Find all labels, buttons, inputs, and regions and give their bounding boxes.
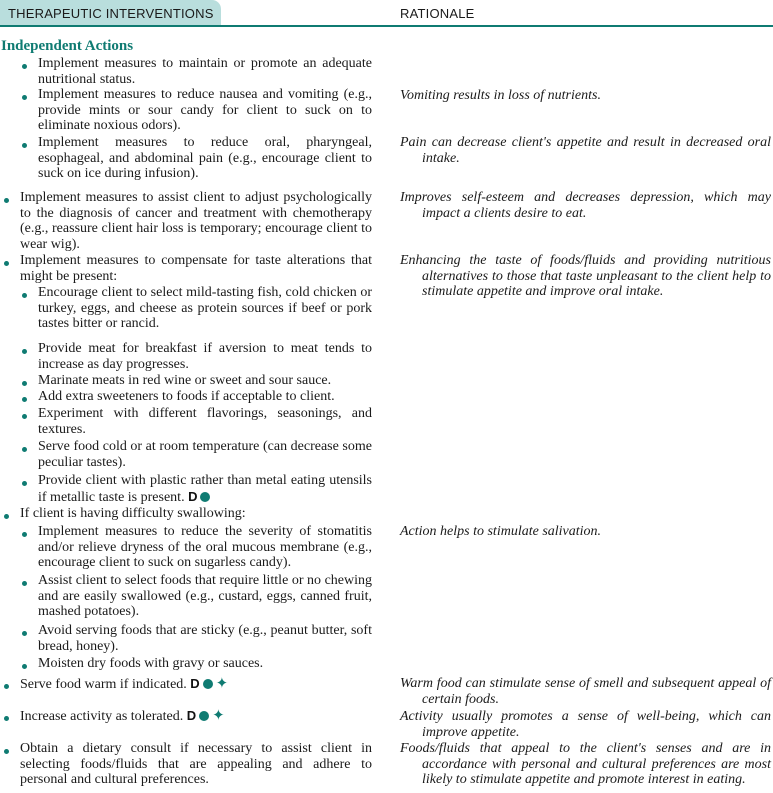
intervention-item: Assist client to select foods that require little or no chewing and are easily swallowed (e.g., custard, eggs, canned fruit, mashed potatoes). <box>38 573 372 620</box>
section-title: Independent Actions <box>1 38 134 54</box>
intervention-item: Implement measures to compensate for taste alterations that might be present: <box>20 253 372 284</box>
bullet-icon <box>4 684 9 689</box>
rationale-item: Action helps to stimulate salivation. <box>400 524 602 539</box>
bullet-icon <box>22 532 27 537</box>
rationale-item: Enhancing the taste of foods/fluids and providing nutritious alternatives to those that taste unpleasant to the client help to stimulate appetite and improve oral intake. <box>400 253 771 300</box>
bullet-icon <box>22 447 27 452</box>
intervention-text: Serve food warm if indicated. <box>20 677 187 692</box>
bullet-icon <box>22 631 27 636</box>
bullet-icon <box>4 749 9 754</box>
interventions-column-header: THERAPEUTIC INTERVENTIONS <box>0 0 221 25</box>
intervention-item: Implement measures to reduce nausea and vomiting (e.g., provide mints or sour candy for client to suck on to eliminate noxious odors). <box>38 87 372 134</box>
intervention-item <box>38 473 372 505</box>
bullet-icon <box>22 414 27 419</box>
bullet-icon <box>4 198 9 203</box>
intervention-item: Implement measures to maintain or promote an adequate nutritional status. <box>38 56 372 87</box>
teal-star-icon: ✦ <box>212 708 225 724</box>
intervention-item <box>20 676 372 693</box>
rationale-item: Warm food can stimulate sense of smell and subsequent appeal of certain foods. <box>400 676 771 707</box>
teal-dot-icon <box>199 711 209 721</box>
bullet-icon <box>22 397 27 402</box>
rationale-column-header: RATIONALE <box>400 6 475 21</box>
teal-dot-icon <box>200 492 210 502</box>
bullet-icon <box>4 261 9 266</box>
rationale-item: Activity usually promotes a sense of well-being, which can improve appetite. <box>400 709 771 740</box>
intervention-item: Obtain a dietary consult if necessary to assist client in selecting foods/fluids that are appealing and adhere to personal and cultural preferences. <box>20 741 372 788</box>
bullet-icon <box>22 64 27 69</box>
intervention-item: Provide meat for breakfast if aversion to meat tends to increase as day progresses. <box>38 341 372 372</box>
intervention-item: Implement measures to reduce oral, pharyngeal, esophageal, and abdominal pain (e.g., encourage client to suck on ice during infusion). <box>38 135 372 182</box>
rationale-item: Vomiting results in loss of nutrients. <box>400 88 601 103</box>
delegation-mark: D <box>188 488 198 504</box>
bullet-icon <box>4 716 9 721</box>
delegation-mark: D <box>190 676 200 691</box>
teal-dot-icon <box>203 679 213 689</box>
delegation-mark: D <box>186 708 197 723</box>
intervention-text: Increase activity as tolerated. <box>20 709 184 724</box>
intervention-item: Moisten dry foods with gravy or sauces. <box>38 656 264 671</box>
intervention-item: Encourage client to select mild-tasting fish, cold chicken or turkey, eggs, and cheese as protein sources if beef or pork tastes bitter or rancid. <box>38 285 372 332</box>
rationale-item: Pain can decrease client's appetite and result in decreased oral intake. <box>400 135 771 166</box>
bullet-icon <box>22 581 27 586</box>
bullet-icon <box>22 349 27 354</box>
intervention-item: Avoid serving foods that are sticky (e.g., peanut butter, soft bread, honey). <box>38 623 372 654</box>
bullet-icon <box>22 95 27 100</box>
table-header <box>0 0 773 27</box>
bullet-icon <box>22 143 27 148</box>
intervention-item: Implement measures to reduce the severity of stomatitis and/or relieve dryness of the oral mucous membrane (e.g., encourage client to suck on sugarless candy). <box>38 524 372 571</box>
intervention-item: Marinate meats in red wine or sweet and sour sauce. <box>38 373 332 388</box>
intervention-item: Experiment with different flavorings, seasonings, and textures. <box>38 406 372 437</box>
bullet-icon <box>22 381 27 386</box>
intervention-item <box>20 708 372 725</box>
intervention-text: Provide client with plastic rather than metal eating utensils if metallic taste is present. <box>38 473 372 505</box>
intervention-item: Implement measures to assist client to adjust psychologically to the diagnosis of cancer and treatment with chemotherapy (e.g., reassure client hair loss is temporary; encourage client to wear wig). <box>20 190 372 253</box>
bullet-icon <box>22 664 27 669</box>
rationale-item: Improves self-esteem and decreases depression, which may impact a clients desire to eat. <box>400 190 771 221</box>
intervention-item: Add extra sweeteners to foods if acceptable to client. <box>38 389 335 404</box>
header-rule <box>0 25 773 27</box>
bullet-icon <box>22 481 27 486</box>
bullet-icon <box>22 293 27 298</box>
teal-star-icon: ✦ <box>215 676 229 692</box>
intervention-item: If client is having difficulty swallowing: <box>20 506 246 521</box>
rationale-item: Foods/fluids that appeal to the client's senses and are in accordance with personal and cultural preferences are most likely to stimulate appetite and promote interest in eating. <box>400 741 771 788</box>
intervention-item: Serve food cold or at room temperature (can decrease some peculiar tastes). <box>38 439 372 470</box>
bullet-icon <box>4 514 9 519</box>
